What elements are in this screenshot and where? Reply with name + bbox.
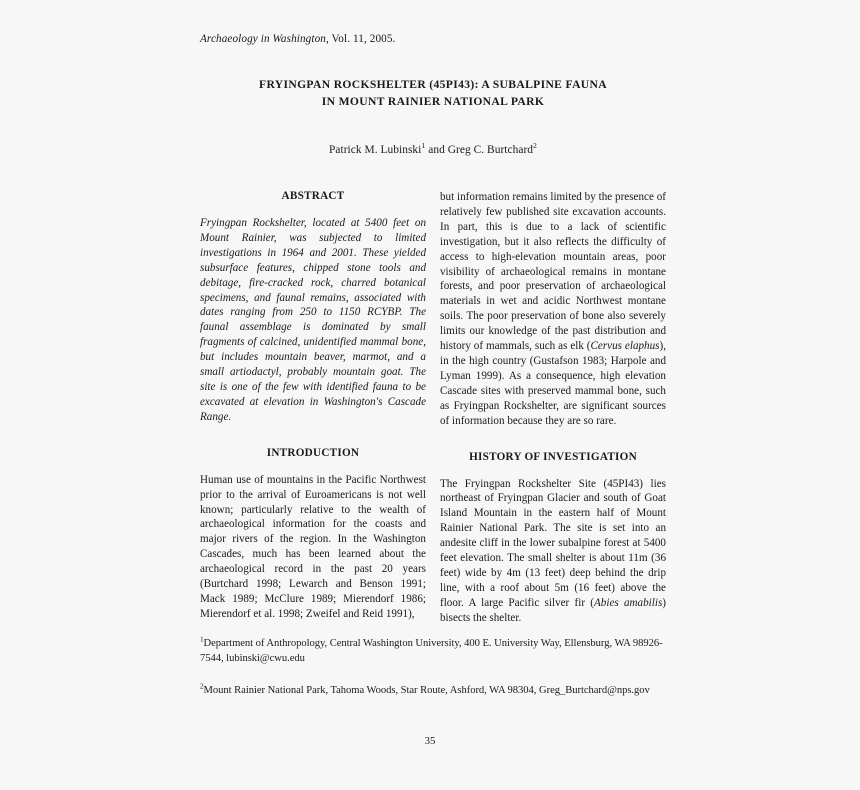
history-paragraph (440, 477, 666, 626)
author-name-2: Greg C. Burtchard (447, 144, 534, 157)
history-heading: HISTORY OF INVESTIGATION (469, 450, 637, 463)
author-footnote-marker-2: 2 (533, 141, 537, 151)
history-text-part-2: ) bisects the shelter. (440, 596, 666, 624)
left-column (200, 190, 426, 622)
journal-volume-year: , Vol. 11, 2005. (325, 33, 396, 45)
two-column-body (200, 190, 666, 626)
footnote-marker-1: 1 (200, 635, 204, 644)
right-column (440, 190, 666, 626)
author-footnote-marker-1: 1 (421, 141, 426, 151)
footnote-marker-2: 2 (200, 682, 204, 691)
article-title-line-1: FRYINGPAN ROCKSHELTER (45PI43): A SUBALPINE FAUNA (259, 78, 607, 92)
footnote-text-2: Mount Rainier National Park, Tahoma Woods, Star Route, Ashford, WA 98304, Greg_Burtchard@nps.gov (203, 685, 650, 697)
author-name-1: Patrick M. Lubinski (329, 144, 422, 157)
page-number: 35 (424, 735, 436, 747)
article-title (200, 77, 666, 110)
abstract-text: Fryingpan Rockshelter, located at 5400 feet on Mount Rainier, was subjected to limited investigations in 1964 and 2001. These yielded subsurface features, chipped stone tools and debitage, fire-cracked rock, charred botanical specimens, and faunal remains, associated with dates ranging from 250 to 1150 RCYBP. The faunal assemblage is dominated by small fragments of calcined, unidentified mammal bone, but includes mountain beaver, marmot, and a small artiodactyl, probably mountain goat. The site is one of the few with identified fauna to be excavated at elevation in Washington's Cascade Range. (200, 217, 426, 423)
abstract-heading: ABSTRACT (281, 190, 345, 203)
footnote-block (200, 637, 668, 699)
article-title-line-2: IN MOUNT RAINIER NATIONAL PARK (321, 94, 545, 108)
author-conjunction: and (425, 144, 448, 157)
footnote-1 (200, 637, 668, 666)
intro-cont-text-part-1: but information remains limited by the presence of relatively few published site excavation accounts. In part, this is due to a lack of scientific investigation, but it also reflects the difficulty of access to high-elevation mountain areas, poor visibility of archaeological remains in montane forests, and poor preservation of archaeological materials in wet and acidic Northwest montane soils. The poor preservation of bone also severely limits our knowledge of the past distribution and history of mammals, such as elk ( (440, 191, 666, 353)
introduction-continued-paragraph (440, 190, 666, 429)
footnote-2 (200, 684, 668, 699)
footnote-text-1: Department of Anthropology, Central Washington University, 400 E. University Way, Ellensburg, WA 98926-7544, lubinski@cwu.edu (200, 638, 663, 664)
author-list (200, 141, 666, 157)
introduction-heading: INTRODUCTION (266, 446, 360, 459)
running-head (200, 32, 666, 47)
journal-title: Archaeology in Washington (200, 33, 326, 45)
introduction-paragraph: Human use of mountains in the Pacific Northwest prior to the arrival of Euroamericans is not well known; particularly relative to the wealth of archaeological information for the coasts and major rivers of the region. In the Washington Cascades, much has been learned about the archaeological record in the past 20 years (Burtchard 1998; Lewarch and Benson 1991; Mack 1989; McClure 1989; Mierendorf 1986; Mierendorf et al. 1998; Zweifel and Reid 1991), (200, 473, 426, 620)
species-name-cervus-elaphus: Cervus elaphus (590, 340, 660, 353)
page-content (200, 32, 666, 626)
species-name-abies-amabilis: Abies amabilis (594, 596, 663, 609)
history-text-part-1: The Fryingpan Rockshelter Site (45PI43) lies northeast of Fryingpan Glacier and south of Goat Island Mountain in the eastern half of Mount Rainier National Park. The site is set into an andesite cliff in the lower subalpine forest at 5400 feet elevation. The small shelter is about 11m (36 feet) wide by 4m (13 feet) deep behind the drip line, with a roof about 5m (16 feet) above the floor. A large Pacific silver fir ( (440, 477, 666, 609)
intro-cont-text-part-2: ), in the high country (Gustafson 1983; Harpole and Lyman 1999). As a consequence, high elevation Cascade sites with preserved mammal bone, such as Fryingpan Rockshelter, are significant sources of information because they are so rare. (440, 340, 666, 427)
